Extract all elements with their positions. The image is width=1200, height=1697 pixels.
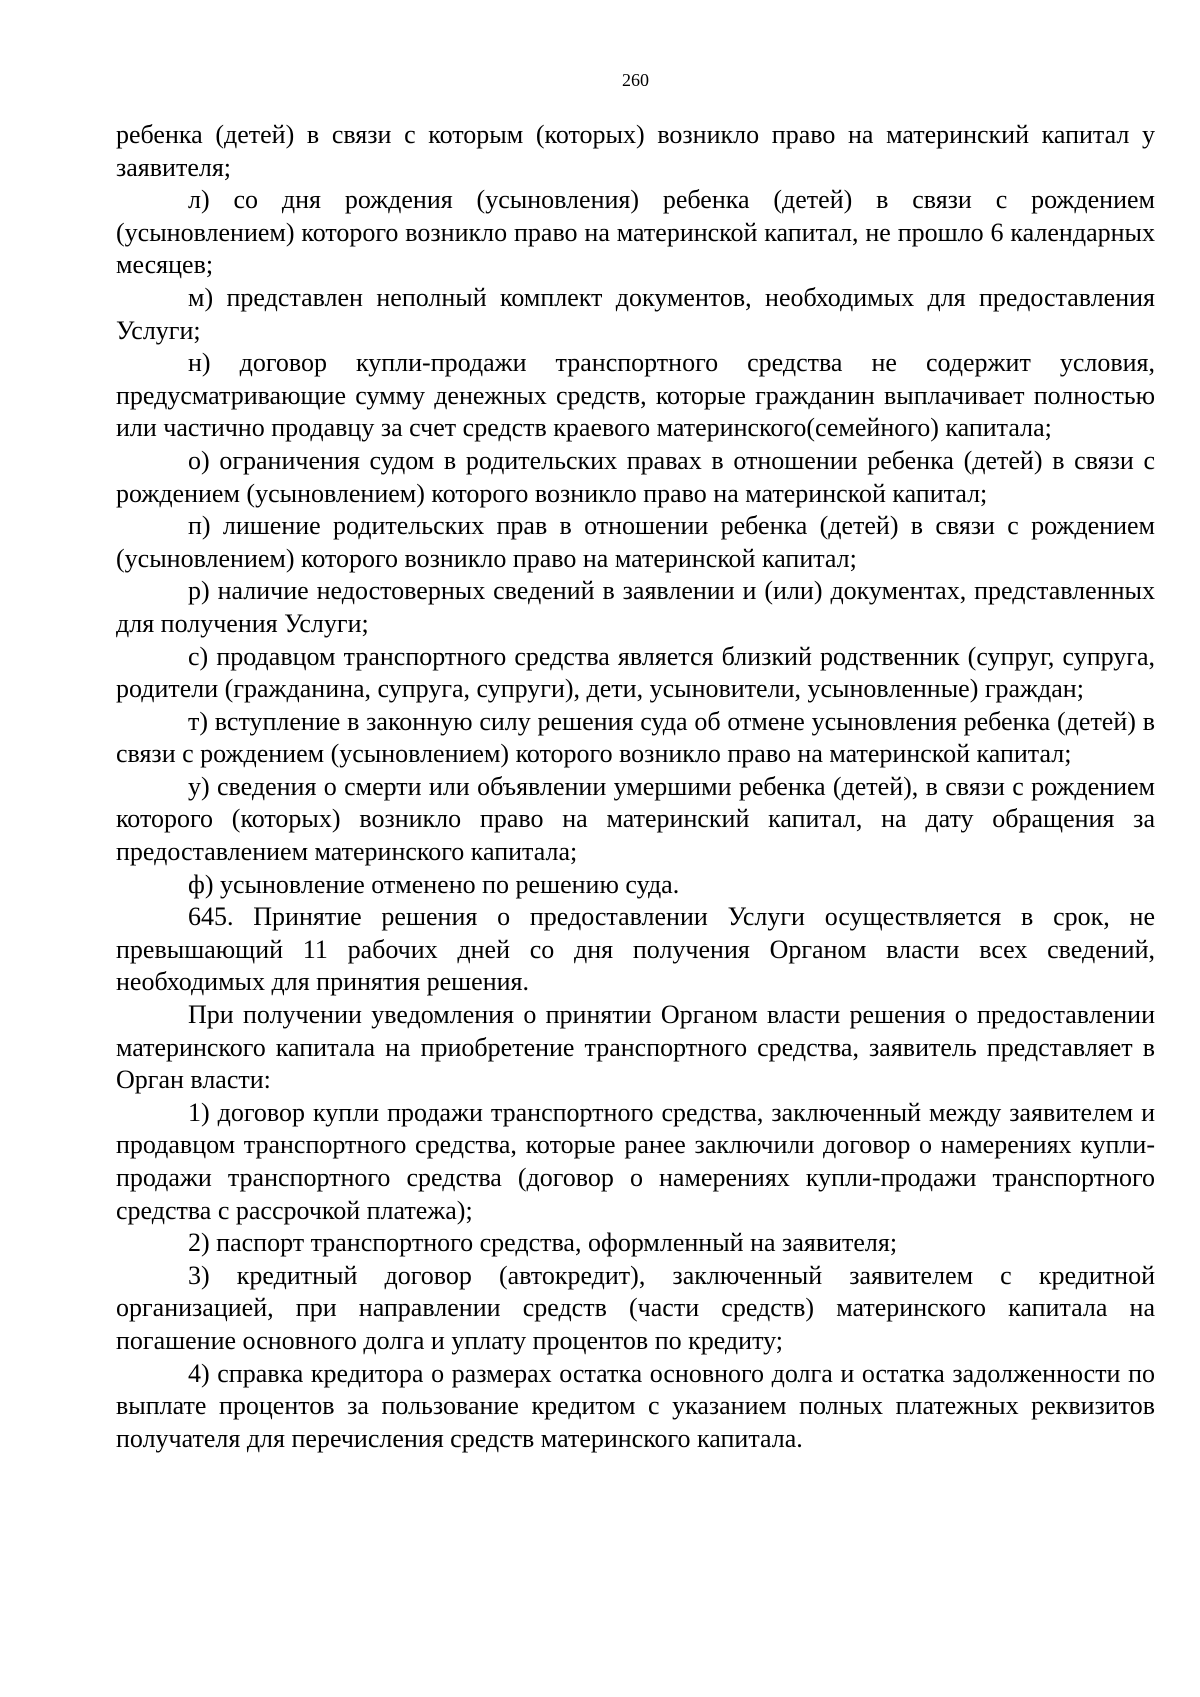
list-item-1: 1) договор купли продажи транспортного средства, заключенный между заявителем и продавцом транспортного средства, которые ранее заключили договор о намерениях купли-продажи транспортного средства (договор о намерениях купли-продажи транспортного средства с рассрочкой платежа); — [116, 1097, 1155, 1225]
list-item-u: у) сведения о смерти или объявлении умершими ребенка (детей), в связи с рождением которого (которых) возникло право на материнский капитал, на дату обращения за предоставлением материнского капитала; — [116, 771, 1155, 867]
paragraph-notification: При получении уведомления о принятии Органом власти решения о предоставлении материнского капитала на приобретение транспортного средства, заявитель представляет в Орган власти: — [116, 1000, 1155, 1095]
paragraph-continuation: ребенка (детей) в связи с которым (которых) возникло право на материнский капитал у заявителя; — [116, 120, 1155, 182]
list-item-m: м) представлен неполный комплект документов, необходимых для предоставления Услуги; — [116, 282, 1155, 345]
list-item-n: н) договор купли-продажи транспортного средства не содержит условия, предусматривающие сумму денежных средств, которые гражданин выплачивает полностью или частично продавцу за счет средств краевого материнского(семейного) капитала; — [116, 348, 1155, 443]
list-item-r: р) наличие недостоверных сведений в заявлении и (или) документах, представленных для получения Услуги; — [116, 576, 1155, 638]
list-item-o: о) ограничения судом в родительских правах в отношении ребенка (детей) в связи с рождением (усыновлением) которого возникло право на материнской капитал; — [116, 445, 1155, 508]
list-item-t: т) вступление в законную силу решения суда об отмене усыновления ребенка (детей) в связи с рождением (усыновлением) которого возникло право на материнской капитал; — [116, 706, 1155, 769]
list-item-p: п) лишение родительских прав в отношении ребенка (детей) в связи с рождением (усыновлением) которого возникло право на материнской капитал; — [116, 511, 1155, 573]
document-body — [116, 119, 1155, 1455]
list-item-f: ф) усыновление отменено по решению суда. — [188, 869, 680, 899]
list-item-4: 4) справка кредитора о размерах остатка основного долга и остатка задолженности по выплате процентов за пользование кредитом с указанием полных платежных реквизитов получателя для перечисления средств материнского капитала. — [116, 1358, 1155, 1453]
clause-645: 645. Принятие решения о предоставлении Услуги осуществляется в срок, не превышающий 11 рабочих дней со дня получения Органом власти всех сведений, необходимых для принятия решения. — [116, 902, 1155, 997]
list-item-3: 3) кредитный договор (автокредит), заключенный заявителем с кредитной организацией, при направлении средств (части средств) материнского капитала на погашение основного долга и уплату процентов по кредиту; — [116, 1260, 1155, 1355]
page-number: 260 — [622, 70, 649, 90]
list-item-2: 2) паспорт транспортного средства, оформленный на заявителя; — [188, 1228, 898, 1258]
list-item-s: с) продавцом транспортного средства является близкий родственник (супруг, супруга, родители (гражданина, супруга, супруги), дети, усыновители, усыновленные) граждан; — [116, 641, 1155, 704]
list-item-l: л) со дня рождения (усыновления) ребенка (детей) в связи с рождением (усыновлением) которого возникло право на материнской капитал, не прошло 6 календарных месяцев; — [116, 185, 1155, 280]
